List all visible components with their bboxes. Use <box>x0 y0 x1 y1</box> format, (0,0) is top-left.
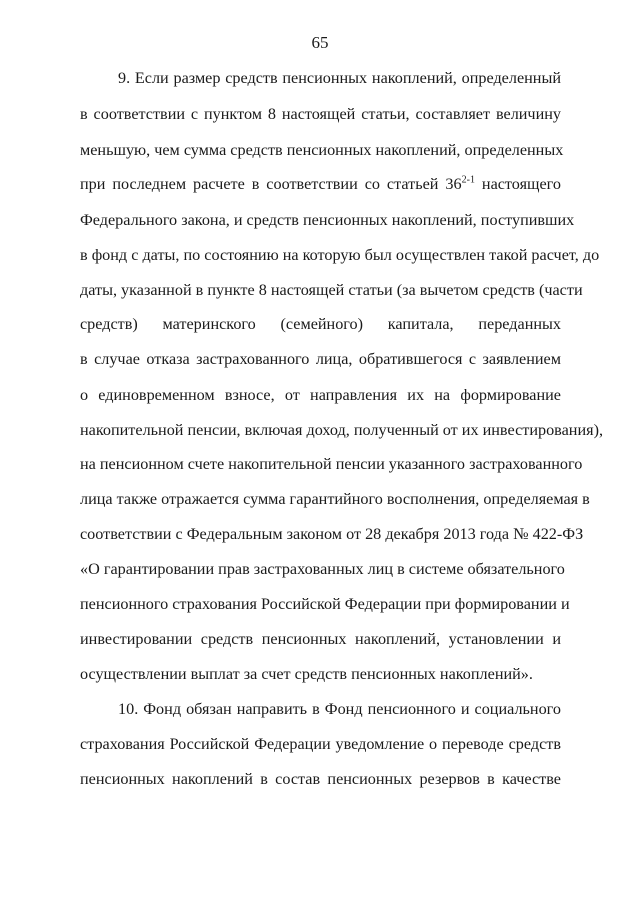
page-number: 65 <box>311 33 329 52</box>
text-line: на пенсионном счете накопительной пенсии указанного застрахованного <box>80 455 583 473</box>
text-line-with-superscript <box>80 174 561 194</box>
text-line: пенсионных накоплений в состав пенсионных резервов в качестве <box>80 770 561 788</box>
text-line: средств) материнского (семейного) капитала, переданных <box>80 315 561 333</box>
text-line: в случае отказа застрахованного лица, обратившегося с заявлением <box>80 350 561 368</box>
superscript: 2-1 <box>461 174 475 186</box>
text-line: 9. Если размер средств пенсионных накоплений, определенный <box>118 69 561 87</box>
text-segment: настоящего <box>474 175 562 193</box>
text-line: в соответствии с пунктом 8 настоящей статьи, составляет величину <box>80 105 561 123</box>
text-line: 10. Фонд обязан направить в Фонд пенсионного и социального <box>118 700 561 718</box>
text-line: о единовременном взносе, от направления их на формирование <box>80 386 561 404</box>
text-line: лица также отражается сумма гарантийного восполнения, определяемая в <box>80 490 590 508</box>
text-line: в фонд с даты, по состоянию на которую был осуществлен такой расчет, до <box>80 246 600 264</box>
text-line: Федерального закона, и средств пенсионных накоплений, поступивших <box>80 211 575 229</box>
text-line: даты, указанной в пункте 8 настоящей статьи (за вычетом средств (части <box>80 281 583 299</box>
text-line: «О гарантировании прав застрахованных лиц в системе обязательного <box>80 560 565 578</box>
text-line: страхования Российской Федерации уведомление о переводе средств <box>80 735 561 753</box>
text-line: соответствии с Федеральным законом от 28 декабря 2013 года № 422-ФЗ <box>80 525 584 543</box>
text-segment: при последнем расчете в соответствии со статьей 36 <box>80 175 462 193</box>
text-line: накопительной пенсии, включая доход, полученный от их инвестирования), <box>80 421 604 439</box>
text-line: меньшую, чем сумма средств пенсионных накоплений, определенных <box>80 141 564 159</box>
text-line: осуществлении выплат за счет средств пенсионных накоплений». <box>80 665 533 683</box>
text-line: пенсионного страхования Российской Федерации при формировании и <box>80 595 570 613</box>
text-line: инвестировании средств пенсионных накоплений, установлении и <box>80 630 561 648</box>
